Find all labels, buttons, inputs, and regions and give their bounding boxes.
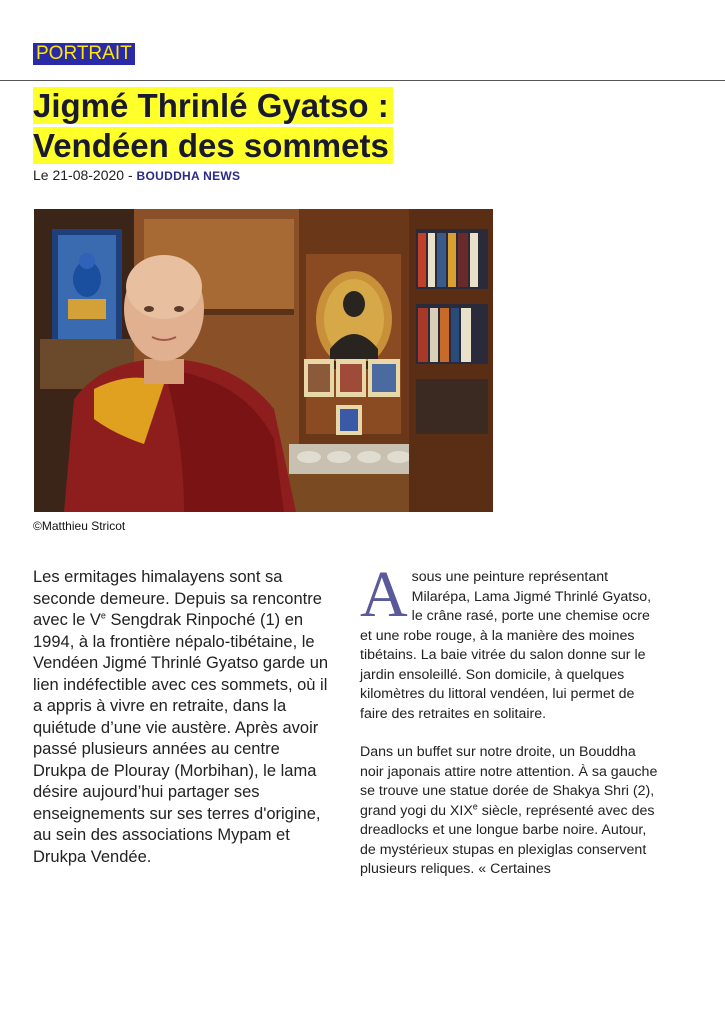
header-rule	[0, 80, 725, 81]
dateline	[33, 167, 240, 183]
intro-superscript: e	[100, 610, 106, 621]
article-headline	[33, 86, 593, 166]
headline-line-1: Jigmé Thrinlé Gyatso :	[33, 87, 393, 124]
intro-text-part-1: Les ermitages himalayens sont sa seconde demeure. Depuis sa rencontre avec le V	[33, 568, 322, 629]
body-paragraph-1-text: sous une peinture représentant Milarépa, Lama Jigmé Thrinlé Gyatso, le crâne rasé, porte une chemise ocre et une robe rouge, à la manière des moines tibétains. La baie vitrée du salon donne sur le jardin ensoleillé. Son domicile, à quelques kilomètres du littoral vendéen, lui permet de faire des retraites en solitaire.	[360, 569, 652, 722]
body-paragraph-2-text-b: siècle, représenté avec des dreadlocks et une longue barbe noire. Autour, de mystérieux stupas en plexiglas conservent plusieurs reliques. « Certaines	[360, 802, 655, 877]
drop-cap: A	[360, 558, 408, 631]
publication-date: Le 21-08-2020 -	[33, 167, 137, 183]
body-paragraph-2	[360, 743, 660, 880]
body-paragraph-1	[360, 558, 660, 724]
portrait-photo	[34, 209, 493, 512]
body-paragraph-2-text-a: Dans un buffet sur notre droite, un Bouddha noir japonais attire notre attention. À sa gauche se trouve une statue dorée de Shakya Shri (2), grand yogi du XIX	[360, 744, 658, 819]
section-rubric: PORTRAIT	[33, 43, 135, 65]
body-column	[360, 558, 660, 899]
intro-text-part-2: Sengdrak Rinpoché (1) en 1994, à la frontière népalo-tibétaine, le Vendéen Jigmé Thrinlé Gyatso garde un lien indéfectible avec ces sommets, où il a appris à vivre en retraite, dans la quiétude d’une vie austère. Après avoir passé plusieurs années au centre Drukpa de Plouray (Morbihan), le lama désire aujourd’hui partager ses enseignements sur ses terres d'origine, au sein des associations Mypam et Drukpa Vendée.	[33, 611, 329, 866]
photo-credit: ©Matthieu Stricot	[33, 519, 126, 533]
portrait-photo-illustration	[34, 209, 493, 512]
intro-paragraph	[33, 567, 333, 868]
body-superscript: e	[472, 800, 478, 811]
headline-line-2: Vendéen des sommets	[33, 127, 393, 164]
source-name: BOUDDHA NEWS	[136, 169, 241, 183]
